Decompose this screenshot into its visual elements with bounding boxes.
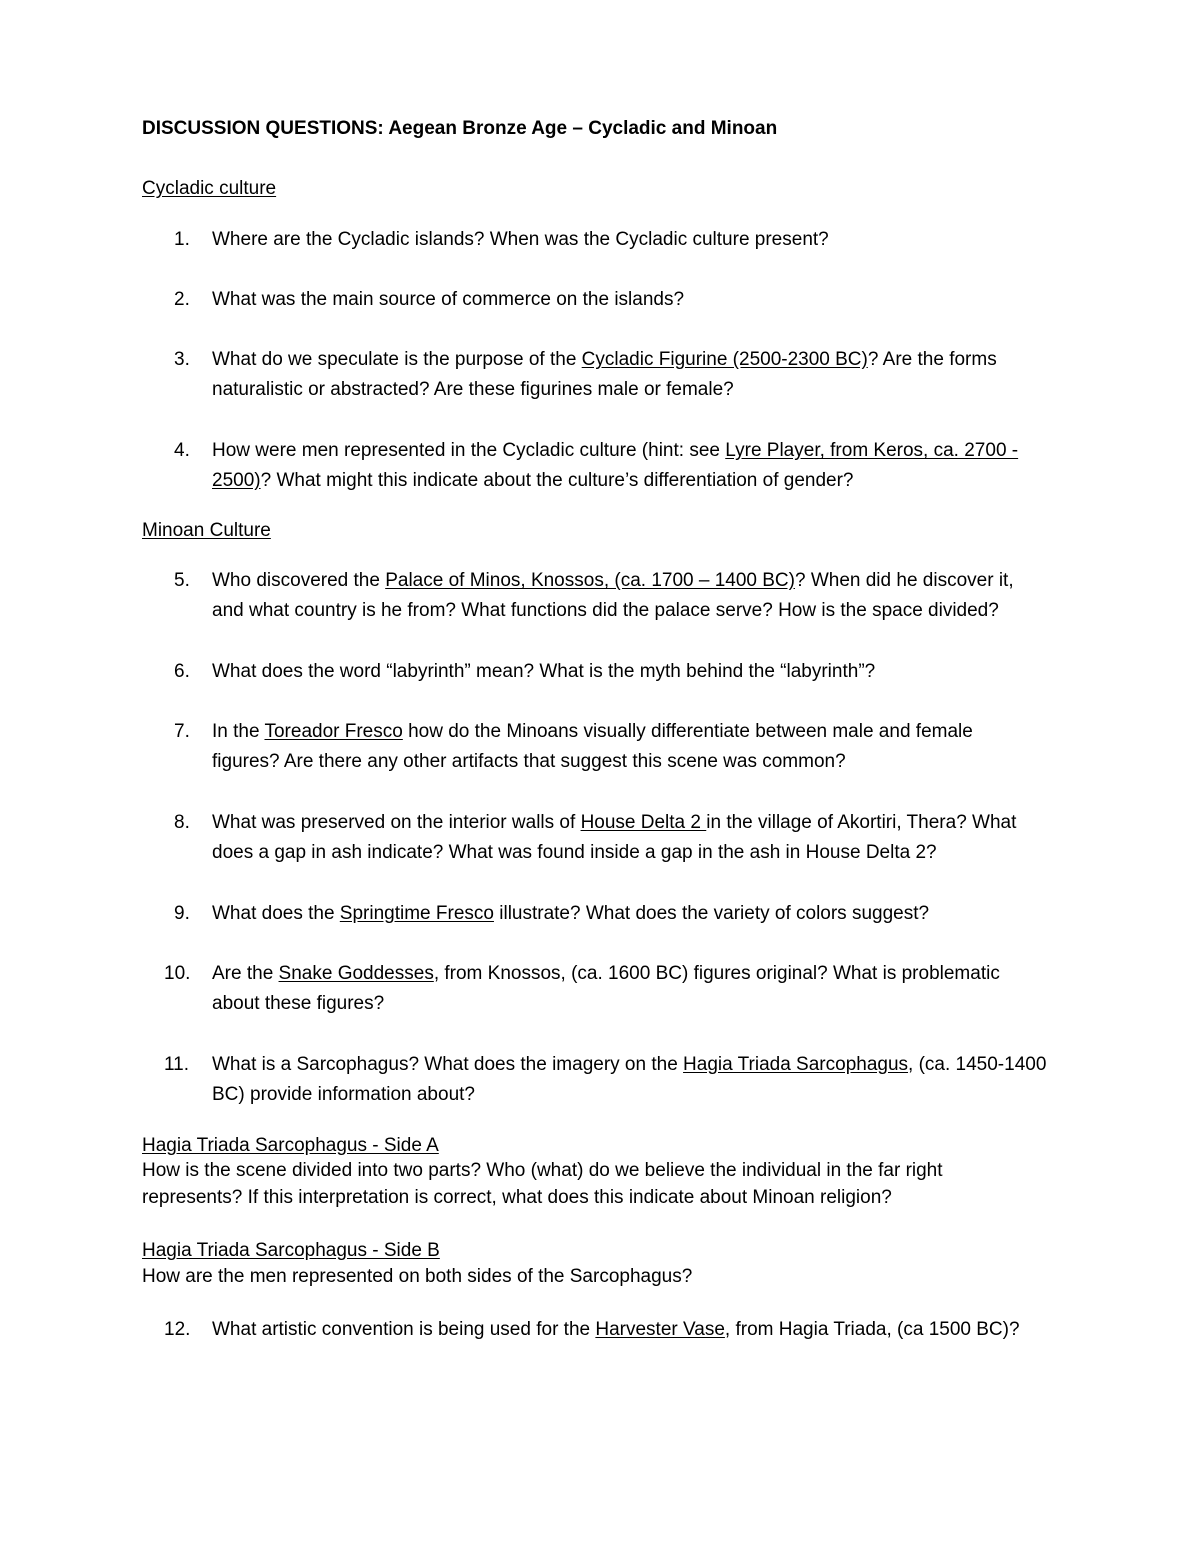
question-7-line-1	[212, 720, 973, 744]
question-11-line-2: BC) provide information about?	[212, 1084, 475, 1105]
question-number: 12.	[164, 1319, 191, 1340]
section-heading-minoan: Minoan Culture	[142, 520, 271, 541]
question-8-line-2: does a gap in ash indicate? What was found inside a gap in the ash in House Delta 2?	[212, 842, 937, 863]
question-text: How were men represented in the Cycladic culture (hint: see	[212, 440, 726, 461]
artwork-reference: Lyre Player, from Keros, ca. 2700 -	[725, 440, 1019, 461]
question-number: 10.	[164, 963, 191, 984]
question-4-line-1	[212, 439, 1018, 463]
question-text: What do we speculate is the purpose of the	[212, 349, 582, 370]
question-number: 11.	[164, 1054, 190, 1075]
question-text: Are the	[212, 963, 279, 984]
artwork-reference: Cycladic Figurine (2500-2300 BC)	[581, 349, 868, 370]
artwork-reference: House Delta 2	[580, 812, 707, 833]
question-text: , from Knossos, (ca. 1600 BC) figures original? What is problematic	[433, 963, 1000, 984]
question-number: 2.	[174, 289, 190, 310]
artwork-reference: Springtime Fresco	[339, 903, 494, 924]
question-text: What was preserved on the interior walls of	[212, 812, 581, 833]
side-b-line-1: How are the men represented on both sides of the Sarcophagus?	[142, 1266, 693, 1287]
side-a-line-2: represents? If this interpretation is correct, what does this indicate about Minoan religion?	[142, 1187, 892, 1208]
artwork-reference: 2500)	[212, 470, 261, 491]
document-title: DISCUSSION QUESTIONS: Aegean Bronze Age – Cycladic and Minoan	[142, 118, 778, 139]
question-9-line-1	[212, 902, 929, 926]
artwork-reference: Harvester Vase	[595, 1319, 725, 1340]
question-text: , (ca. 1450-1400	[908, 1054, 1047, 1075]
question-1-text: Where are the Cycladic islands? When was the Cycladic culture present?	[212, 229, 829, 250]
artwork-reference: Toreador Fresco	[264, 721, 403, 742]
subsection-heading-side-b: Hagia Triada Sarcophagus - Side B	[142, 1240, 440, 1261]
question-text: What is a Sarcophagus? What does the imagery on the	[212, 1054, 684, 1075]
question-number: 5.	[174, 570, 190, 591]
question-5-line-1	[212, 569, 1014, 593]
section-heading-cycladic: Cycladic culture	[142, 178, 277, 199]
question-11-line-1	[212, 1053, 1046, 1077]
artwork-reference: Hagia Triada Sarcophagus	[683, 1054, 909, 1075]
question-5-line-2: and what country is he from? What functions did the palace serve? How is the space divided?	[212, 600, 999, 621]
artwork-reference: Snake Goddesses	[278, 963, 434, 984]
question-10-line-2: about these figures?	[212, 993, 385, 1014]
question-text: how do the Minoans visually differentiate between male and female	[402, 721, 973, 742]
question-number: 7.	[174, 721, 190, 742]
question-number: 6.	[174, 661, 190, 682]
question-number: 1.	[174, 229, 190, 250]
question-text: What does the	[212, 903, 340, 924]
question-number: 9.	[174, 903, 190, 924]
question-8-line-1	[212, 811, 1016, 835]
question-7-line-2: figures? Are there any other artifacts that suggest this scene was common?	[212, 751, 846, 772]
question-text: In the	[212, 721, 265, 742]
question-number: 8.	[174, 812, 190, 833]
question-text: What artistic convention is being used for the	[212, 1319, 596, 1340]
question-2-text: What was the main source of commerce on the islands?	[212, 289, 685, 310]
question-3-line-2: naturalistic or abstracted? Are these figurines male or female?	[212, 379, 734, 400]
question-3-line-1	[212, 348, 997, 372]
question-number: 3.	[174, 349, 190, 370]
question-text: , from Hagia Triada, (ca 1500 BC)?	[724, 1319, 1020, 1340]
question-text: ? Are the forms	[867, 349, 997, 370]
question-text: illustrate? What does the variety of colors suggest?	[493, 903, 930, 924]
question-4-line-2	[212, 469, 854, 493]
question-6-text: What does the word “labyrinth” mean? What is the myth behind the “labyrinth”?	[212, 661, 876, 682]
artwork-reference: Palace of Minos, Knossos, (ca. 1700 – 1400 BC)	[385, 570, 795, 591]
subsection-heading-side-a: Hagia Triada Sarcophagus - Side A	[142, 1135, 439, 1156]
question-text: in the village of Akortiri, Thera? What	[706, 812, 1017, 833]
side-a-line-1: How is the scene divided into two parts? Who (what) do we believe the individual in the far right	[142, 1160, 943, 1181]
question-text: Who discovered the	[212, 570, 386, 591]
question-number: 4.	[174, 440, 190, 461]
question-text: ? What might this indicate about the culture’s differentiation of gender?	[260, 470, 854, 491]
question-12-line-1	[212, 1318, 1020, 1342]
question-text: ? When did he discover it,	[794, 570, 1014, 591]
question-10-line-1	[212, 962, 1000, 986]
